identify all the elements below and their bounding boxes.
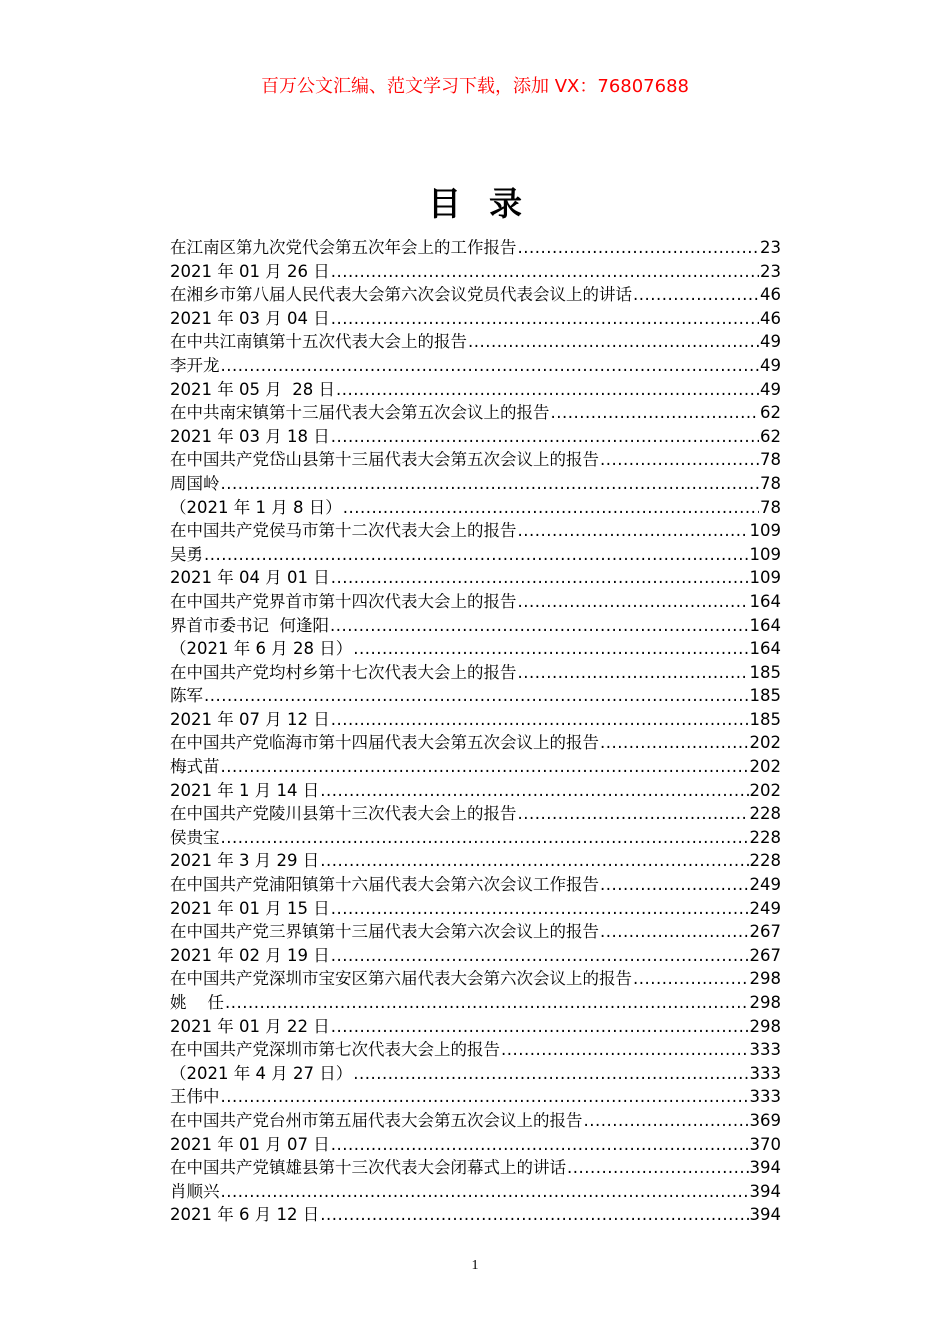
toc-entry-page: 228 [749,827,781,847]
toc-dot-leader [600,731,749,755]
toc-entry-page: 62 [760,403,781,423]
toc-entry[interactable] [170,448,781,472]
toc-entry[interactable] [170,802,781,826]
toc-entry-title: 在中国共产党深圳市第七次代表大会上的报告 [170,1040,500,1060]
toc-entry-title: 2021 年 03 月 18 日 [170,426,330,446]
toc-entry[interactable] [170,401,781,425]
toc-dot-leader [331,1015,749,1039]
toc-dot-leader [353,1062,748,1086]
toc-entry[interactable] [170,873,781,897]
toc-entry-page: 23 [760,261,781,281]
toc-entry-title: 2021 年 01 月 15 日 [170,898,330,918]
toc-entry[interactable] [170,236,781,260]
toc-entry-page: 185 [749,709,781,729]
toc-entry-title: 2021 年 01 月 22 日 [170,1016,330,1036]
toc-entry-title: 侯贵宝 [170,827,220,847]
toc-entry[interactable] [170,897,781,921]
toc-entry-page: 164 [749,591,781,611]
toc-entry-title: 吴勇 [170,544,203,564]
toc-entry-title: 在中国共产党岱山县第十三届代表大会第五次会议上的报告 [170,450,599,470]
toc-dot-leader [518,661,749,685]
toc-entry-title: 在中共南宋镇第十三届代表大会第五次会议上的报告 [170,403,550,423]
toc-dot-leader [518,802,749,826]
toc-dot-leader [518,590,749,614]
toc-entry[interactable] [170,1109,781,1133]
toc-entry[interactable] [170,566,781,590]
toc-entry-title: 在中国共产党镇雄县第十三次代表大会闭幕式上的讲话 [170,1158,566,1178]
toc-entry-title: 界首市委书记 何逢阳 [170,615,329,635]
toc-entry-page: 228 [749,851,781,871]
toc-entry[interactable] [170,1133,781,1157]
toc-entry-title: 2021 年 05 月 28 日 [170,379,335,399]
toc-entry-page: 298 [749,993,781,1012]
toc-dot-leader [584,1109,749,1133]
toc-entry-page: 369 [749,1110,781,1130]
toc-dot-leader [331,307,759,331]
toc-entry-page: 394 [749,1158,781,1178]
toc-dot-leader [331,566,749,590]
toc-entry-page: 298 [749,969,781,989]
toc-dot-leader [633,283,759,307]
toc-dot-leader [320,1203,748,1227]
toc-dot-leader [336,378,759,402]
toc-dot-leader [204,543,749,567]
toc-dot-leader [225,991,749,1015]
toc-entry-title: 王伟中 [170,1087,220,1107]
toc-entry-page: 202 [749,757,781,777]
toc-entry-page: 46 [760,308,781,328]
toc-entry-page: 267 [749,922,781,942]
toc-entry[interactable] [170,1015,781,1039]
toc-entry[interactable] [170,496,781,520]
table-of-contents [170,236,781,1227]
toc-entry-page: 202 [749,733,781,753]
toc-entry-title: 陈军 [170,686,203,706]
toc-entry[interactable] [170,731,781,755]
toc-entry-title: 在中国共产党均村乡第十七次代表大会上的报告 [170,662,517,682]
toc-dot-leader [330,614,749,638]
toc-entry-page: 185 [749,662,781,682]
toc-dot-leader [331,944,749,968]
toc-entry-title: 李开龙 [170,355,220,375]
toc-entry-title: 2021 年 3 月 29 日 [170,851,320,871]
toc-dot-leader [331,425,759,449]
toc-entry-page: 202 [749,780,781,800]
toc-entry-page: 370 [749,1134,781,1154]
toc-entry-page: 109 [749,544,781,564]
toc-entry-page: 46 [760,285,781,305]
toc-dot-leader [518,236,760,260]
toc-dot-leader [221,1085,749,1109]
toc-dot-leader [353,637,748,661]
toc-dot-leader [320,779,748,803]
toc-entry-title: 在中国共产党浦阳镇第十六届代表大会第六次会议工作报告 [170,875,599,895]
toc-dot-leader [331,897,749,921]
toc-entry-title: 在湘乡市第八届人民代表大会第六次会议党员代表会议上的讲话 [170,285,632,305]
toc-entry-title: 在中国共产党台州市第五届代表大会第五次会议上的报告 [170,1110,583,1130]
header-promo-note: 百万公文汇编、范文学习下载，添加 VX：76807688 [261,76,689,97]
toc-entry-title: 2021 年 04 月 01 日 [170,568,330,588]
toc-entry-title: 在中国共产党陵川县第十三次代表大会上的报告 [170,804,517,824]
toc-entry[interactable] [170,425,781,449]
toc-entry[interactable] [170,849,781,873]
page-title: 目录 [428,184,550,223]
toc-dot-leader [343,496,759,520]
toc-entry-page: 109 [749,521,781,541]
toc-dot-leader [600,920,749,944]
toc-entry[interactable] [170,590,781,614]
toc-entry-page: 185 [749,686,781,706]
toc-entry-page: 78 [760,473,781,493]
toc-entry-page: 298 [749,1016,781,1036]
toc-entry-title: 2021 年 01 月 07 日 [170,1134,330,1154]
toc-entry-title: 2021 年 6 月 12 日 [170,1205,320,1225]
toc-dot-leader [221,755,749,779]
toc-entry[interactable] [170,519,781,543]
toc-entry-title: 在中共江南镇第十五次代表大会上的报告 [170,332,467,352]
toc-dot-leader [468,330,759,354]
toc-entry-title: 在中国共产党界首市第十四次代表大会上的报告 [170,591,517,611]
toc-entry-page: 333 [749,1040,781,1060]
toc-entry-page: 164 [749,639,781,659]
toc-entry[interactable] [170,1085,781,1109]
toc-entry-page: 109 [749,568,781,588]
toc-entry[interactable] [170,991,781,1015]
toc-entry-title: 在中国共产党深圳市宝安区第六届代表大会第六次会议上的报告 [170,969,632,989]
toc-entry[interactable] [170,1156,781,1180]
toc-entry-title: 2021 年 01 月 26 日 [170,261,330,281]
toc-entry[interactable] [170,661,781,685]
toc-entry-title: 在中国共产党三界镇第十三届代表大会第六次会议上的报告 [170,922,599,942]
toc-dot-leader [518,519,749,543]
toc-entry-page: 394 [749,1181,781,1201]
toc-entry-title: 姚 任 [170,993,224,1012]
toc-dot-leader [331,708,749,732]
toc-entry-page: 333 [749,1087,781,1107]
toc-entry-title: （2021 年 6 月 28 日） [170,639,353,659]
toc-entry-title: 在中国共产党侯马市第十二次代表大会上的报告 [170,521,517,541]
toc-entry-page: 49 [760,332,781,352]
page-number: 1 [471,1258,479,1273]
toc-dot-leader [221,1180,749,1204]
toc-entry[interactable] [170,826,781,850]
toc-entry[interactable] [170,1038,781,1062]
toc-entry[interactable] [170,755,781,779]
toc-entry-title: 在江南区第九次党代会第五次年会上的工作报告 [170,238,517,257]
toc-dot-leader [221,472,760,496]
toc-entry[interactable] [170,684,781,708]
toc-entry-page: 249 [749,898,781,918]
toc-entry[interactable] [170,1203,781,1227]
toc-entry[interactable] [170,354,781,378]
toc-entry-title: 2021 年 02 月 19 日 [170,945,330,965]
toc-entry[interactable] [170,283,781,307]
toc-dot-leader [551,401,760,425]
toc-entry[interactable] [170,637,781,661]
toc-dot-leader [501,1038,749,1062]
toc-entry[interactable] [170,260,781,284]
toc-dot-leader [567,1156,749,1180]
toc-entry-title: 周国岭 [170,473,220,493]
toc-entry-title: 2021 年 07 月 12 日 [170,709,330,729]
toc-entry-title: （2021 年 1 月 8 日） [170,497,342,517]
toc-dot-leader [600,448,759,472]
toc-entry[interactable] [170,967,781,991]
toc-entry-title: 在中国共产党临海市第十四届代表大会第五次会议上的报告 [170,733,599,753]
toc-entry[interactable] [170,708,781,732]
toc-entry-page: 249 [749,875,781,895]
toc-entry[interactable] [170,1062,781,1086]
toc-entry[interactable] [170,472,781,496]
toc-entry-page: 49 [760,355,781,375]
toc-entry[interactable] [170,779,781,803]
toc-dot-leader [600,873,749,897]
toc-entry-page: 333 [749,1063,781,1083]
toc-entry-page: 394 [749,1205,781,1225]
toc-entry-page: 62 [760,426,781,446]
toc-entry-page: 78 [760,497,781,517]
toc-entry-page: 164 [749,615,781,635]
toc-entry[interactable] [170,307,781,331]
toc-dot-leader [331,1133,749,1157]
toc-entry[interactable] [170,920,781,944]
toc-entry-title: 2021 年 1 月 14 日 [170,780,320,800]
toc-dot-leader [331,260,759,284]
toc-entry-page: 228 [749,804,781,824]
toc-entry-title: 2021 年 03 月 04 日 [170,308,330,328]
toc-entry-title: 梅式苗 [170,757,220,777]
toc-entry[interactable] [170,330,781,354]
toc-dot-leader [221,826,749,850]
toc-entry[interactable] [170,944,781,968]
toc-entry[interactable] [170,614,781,638]
toc-dot-leader [204,684,749,708]
toc-entry-page: 78 [760,450,781,470]
toc-dot-leader [320,849,748,873]
toc-entry[interactable] [170,378,781,402]
toc-dot-leader [221,354,760,378]
toc-entry-title: 肖顺兴 [170,1181,220,1201]
toc-entry-page: 267 [749,945,781,965]
toc-entry-page: 23 [760,238,781,257]
toc-dot-leader [633,967,749,991]
toc-entry-page: 49 [760,379,781,399]
toc-entry[interactable] [170,543,781,567]
toc-entry-title: （2021 年 4 月 27 日） [170,1063,353,1083]
toc-entry[interactable] [170,1180,781,1204]
